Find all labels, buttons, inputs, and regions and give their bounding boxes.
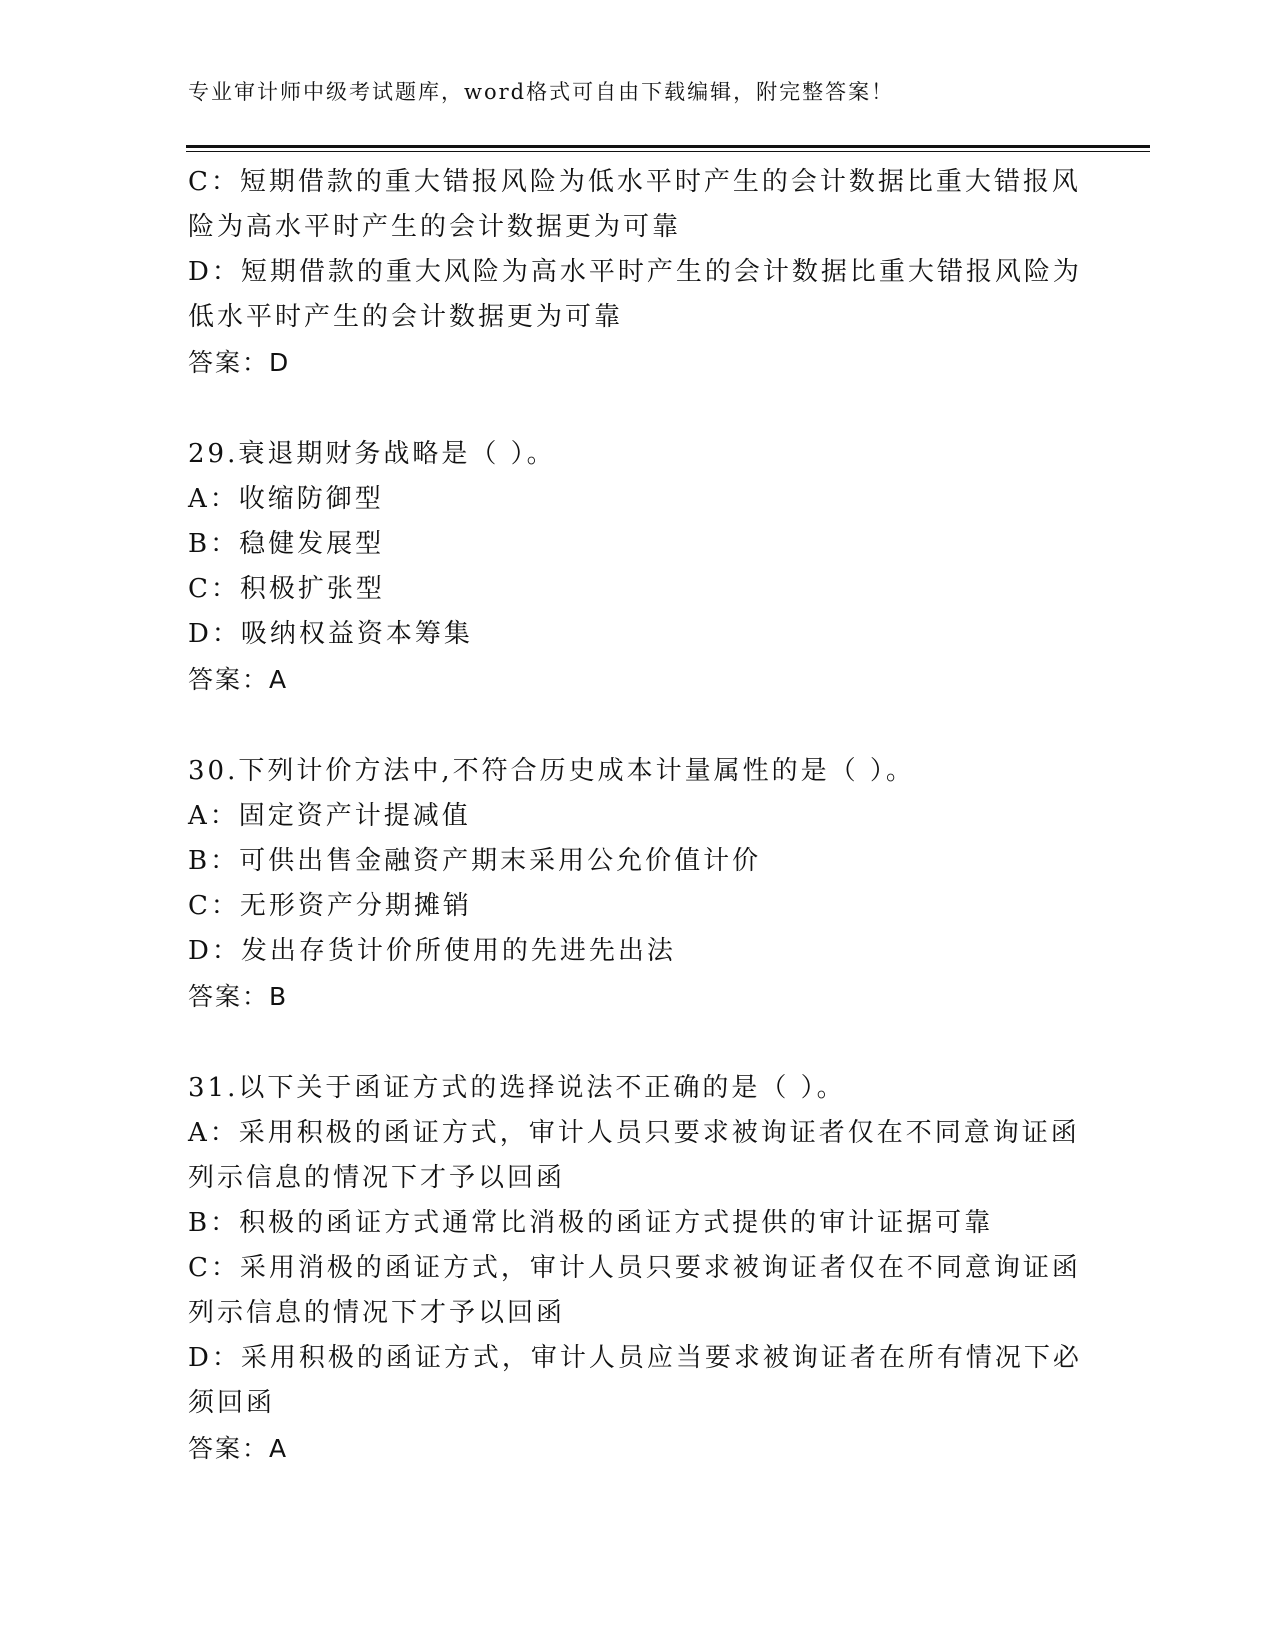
option-a: A：固定资产计提减值 bbox=[188, 801, 471, 831]
option-d-line-2: 低水平时产生的会计数据更为可靠 bbox=[188, 302, 624, 332]
answer: 答案：A bbox=[188, 1434, 289, 1463]
option-a: A：收缩防御型 bbox=[188, 484, 384, 514]
question-content bbox=[188, 160, 1088, 1471]
answer: 答案：B bbox=[188, 982, 289, 1011]
page-header: 专业审计师中级考试题库，word格式可自由下载编辑，附完整答案！ bbox=[188, 80, 895, 104]
option-b: B：稳健发展型 bbox=[188, 529, 385, 559]
option-d: D：发出存货计价所使用的先进先出法 bbox=[188, 936, 676, 966]
header-rule-thick bbox=[186, 145, 1150, 148]
option-c-line-2: 列示信息的情况下才予以回函 bbox=[188, 1298, 566, 1328]
option-c: C：积极扩张型 bbox=[188, 574, 385, 604]
option-a-line-2: 列示信息的情况下才予以回函 bbox=[188, 1163, 566, 1193]
option-d: D：吸纳权益资本筹集 bbox=[188, 619, 473, 649]
header-rule-thin bbox=[186, 151, 1150, 152]
question-30 bbox=[188, 749, 1088, 1019]
question-stem: 30.下列计价方法中,不符合历史成本计量属性的是（ ）。 bbox=[188, 756, 915, 786]
answer: 答案：A bbox=[188, 665, 289, 694]
option-d-line-2: 须回函 bbox=[188, 1388, 276, 1418]
option-a-line-1: A：采用积极的函证方式，审计人员只要求被询证者仅在不同意询证函 bbox=[188, 1118, 1080, 1148]
option-b: B：积极的函证方式通常比消极的函证方式提供的审计证据可靠 bbox=[188, 1208, 994, 1238]
option-c-line-2: 险为高水平时产生的会计数据更为可靠 bbox=[188, 212, 682, 242]
spacer bbox=[188, 1019, 1088, 1066]
question-stem: 31.以下关于函证方式的选择说法不正确的是（ ）。 bbox=[188, 1073, 846, 1103]
option-c-line-1: C：短期借款的重大错报风险为低水平时产生的会计数据比重大错报风 bbox=[188, 167, 1081, 197]
option-d-line-1: D：短期借款的重大风险为高水平时产生的会计数据比重大错报风险为 bbox=[188, 257, 1082, 287]
option-d-line-1: D：采用积极的函证方式，审计人员应当要求被询证者在所有情况下必 bbox=[188, 1343, 1082, 1373]
spacer bbox=[188, 702, 1088, 749]
question-31 bbox=[188, 1066, 1088, 1471]
spacer bbox=[188, 385, 1088, 432]
option-c-line-1: C：采用消极的函证方式，审计人员只要求被询证者仅在不同意询证函 bbox=[188, 1253, 1081, 1283]
continued-question bbox=[188, 160, 1088, 385]
question-stem: 29.衰退期财务战略是（ ）。 bbox=[188, 439, 556, 469]
option-c: C：无形资产分期摊销 bbox=[188, 891, 472, 921]
question-29 bbox=[188, 432, 1088, 702]
answer: 答案：D bbox=[188, 348, 291, 377]
option-b: B：可供出售金融资产期末采用公允价值计价 bbox=[188, 846, 762, 876]
